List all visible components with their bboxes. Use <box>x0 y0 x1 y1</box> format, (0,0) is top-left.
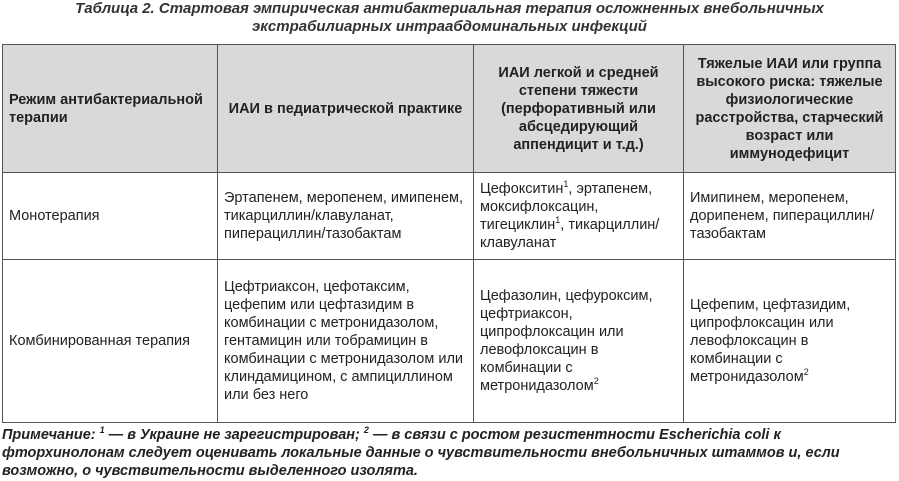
header-row <box>3 45 896 173</box>
note-text-2: — в связи с ростом резистентности <box>368 427 660 443</box>
note-text-3: к фторхинолонам следует оценивать локальные данные о чувствительности внебольничных штаммов и, если возможно, о чувствительности выделенного изолята. <box>2 427 840 479</box>
caption-line-1: Таблица 2. Стартовая эмпирическая антибактериальная терапия осложненных внебольничных <box>75 0 824 17</box>
cell-pediatric-combo: Цефтриаксон, цефотаксим, цефепим или цефтазидим в комбинации с метронидазолом, гентамицин или тобрамицин в комбинации с метронидазолом или клиндамицином, с ампициллином или без него <box>218 260 474 423</box>
footnote-mark: 1 <box>563 179 569 190</box>
note-label: Примечание: <box>2 427 100 443</box>
table-footnote <box>2 426 895 480</box>
cell-mild-mono-a: Цефокситин <box>480 181 564 197</box>
header-mild: ИАИ легкой и средней степени тяжести (перфоративный или абсцедирующий аппендицит и т.д.) <box>474 45 684 173</box>
caption-line-2: экстрабилиарных интраабдоминальных инфекций <box>252 18 647 35</box>
footnote-mark: 2 <box>593 376 599 387</box>
header-pediatric: ИАИ в педиатрической практике <box>218 45 474 173</box>
table-caption <box>0 0 899 36</box>
cell-mild-mono-b: , эртапенем, моксифлоксацин, тигециклин <box>480 181 653 233</box>
cell-severe-combo <box>684 260 896 423</box>
table-row-combination <box>3 260 896 423</box>
cell-severe-combo-text: Цефепим, цефтазидим, ципрофлоксацин или левофлоксацин в комбинации с метронидазолом <box>690 297 851 385</box>
cell-regime-combo: Комбинированная терапия <box>3 260 218 423</box>
cell-mild-combo-text: Цефазолин, цефуроксим, цефтриаксон, ципрофлоксацин или левофлоксацин в комбинации с метронидазолом <box>480 288 653 394</box>
cell-severe-mono: Имипинем, меропенем, дорипенем, пиперациллин/тазобактам <box>684 173 896 260</box>
footnote-mark: 1 <box>99 425 105 436</box>
cell-mild-mono-c: , тикарциллин/клавуланат <box>480 217 660 251</box>
note-species: Escherichia coli <box>659 427 770 443</box>
cell-regime-mono: Монотерапия <box>3 173 218 260</box>
cell-mild-mono <box>474 173 684 260</box>
footnote-mark: 1 <box>555 215 561 226</box>
footnote-mark: 2 <box>803 367 809 378</box>
cell-pediatric-mono: Эртапенем, меропенем, имипенем, тикарциллин/клавуланат, пиперациллин/тазобактам <box>218 173 474 260</box>
cell-mild-combo <box>474 260 684 423</box>
header-regime: Режим антибактериальной терапии <box>3 45 218 173</box>
header-severe: Тяжелые ИАИ или группа высокого риска: тяжелые физиологические расстройства, старческий возраст или иммунодефицит <box>684 45 896 173</box>
table-row-monotherapy <box>3 173 896 260</box>
footnote-mark: 2 <box>363 425 369 436</box>
note-text-1: — в Украине не зарегистрирован; <box>104 427 364 443</box>
therapy-table <box>2 44 896 423</box>
